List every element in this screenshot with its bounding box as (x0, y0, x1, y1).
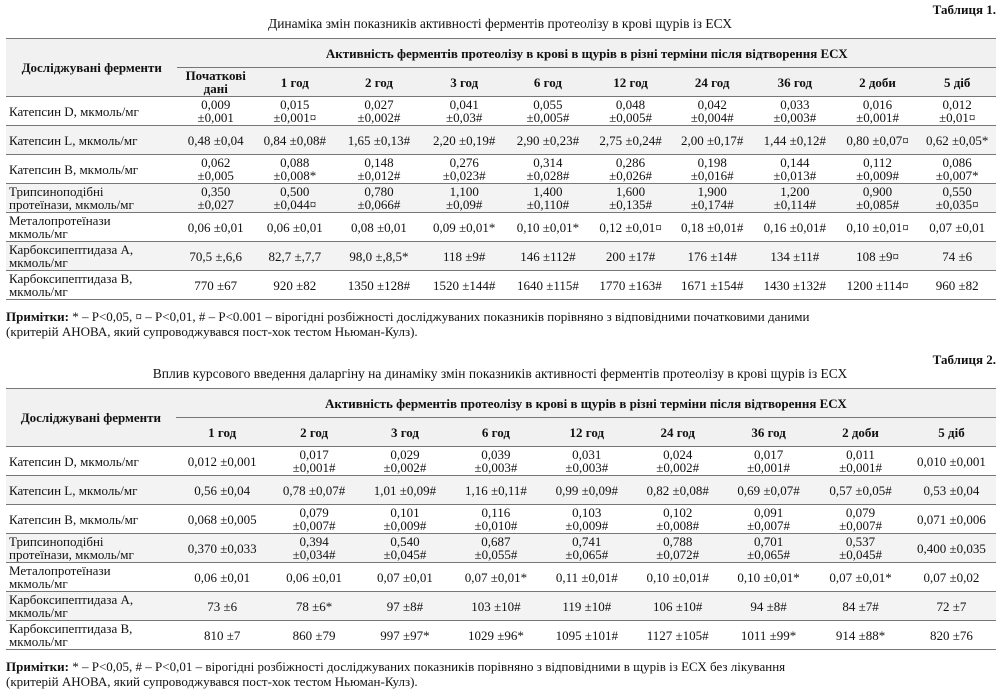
table1-cell: 2,00 ±0,17# (671, 126, 753, 155)
table2-col-header: 5 діб (907, 418, 996, 447)
table2-cell: 119 ±10# (541, 592, 632, 621)
table1-cell: 0,062 ±0,005 (177, 155, 254, 184)
table1 (6, 38, 996, 300)
table1-cell: 0,48 ±0,04 (177, 126, 254, 155)
table2-cell: 1,16 ±0,11# (450, 476, 541, 505)
table1-col-header: 24 год (671, 68, 753, 97)
table1-note-label: Примітки: (6, 309, 69, 324)
table2-cell: 0,024 ±0,002# (632, 447, 723, 476)
table2-col-header: 12 год (541, 418, 632, 447)
table2-cell: 1095 ±101# (541, 621, 632, 650)
table1-row-name: Катепсин D, мкмоль/мг (6, 97, 177, 126)
table1-cell: 0,041 ±0,03# (422, 97, 506, 126)
table1-cell: 1770 ±163# (590, 271, 672, 300)
table2-cell: 0,99 ±0,09# (541, 476, 632, 505)
table1-col-header: 1 год (254, 68, 336, 97)
table1-col-header: 3 год (422, 68, 506, 97)
table1-note-text2: (критерій АНОВА, який супроводжувався пост-хок тестом Ньюман-Кулз). (6, 324, 418, 339)
table1-group-header: Активність ферментів протеолізу в крові в щурів в різні терміни після відтворення ЕСХ (177, 39, 996, 68)
table2-cell: 0,116 ±0,010# (450, 505, 541, 534)
table1-cell: 200 ±17# (590, 242, 672, 271)
table1-cell: 0,09 ±0,01* (422, 213, 506, 242)
table2-col-header: 1 год (176, 418, 269, 447)
table1-cell: 920 ±82 (254, 271, 336, 300)
table1-cell: 0,10 ±0,01¤ (837, 213, 919, 242)
table2-cell: 0,741 ±0,065# (541, 534, 632, 563)
table2-cell: 0,010 ±0,001 (907, 447, 996, 476)
table1-cell: 98,0 ±,8,5* (336, 242, 423, 271)
table1-cell: 0,06 ±0,01 (177, 213, 254, 242)
table1-row-name: Металопротеїнази мкмоль/мг (6, 213, 177, 242)
table2-cell: 78 ±6* (269, 592, 360, 621)
table2-cell: 0,07 ±0,01* (814, 563, 907, 592)
table1-cell: 770 ±67 (177, 271, 254, 300)
table1-cell: 0,314 ±0,028# (506, 155, 590, 184)
table1-col-header: Початкові дані (177, 68, 254, 97)
table1-cell: 0,350 ±0,027 (177, 184, 254, 213)
table1-cell: 0,055 ±0,005# (506, 97, 590, 126)
table1-cell: 118 ±9# (422, 242, 506, 271)
table1-cell: 0,12 ±0,01¤ (590, 213, 672, 242)
table2-cell: 0,10 ±0,01* (723, 563, 814, 592)
table2-cell: 0,102 ±0,008# (632, 505, 723, 534)
table2-cell: 0,011 ±0,001# (814, 447, 907, 476)
table1-cell: 0,18 ±0,01# (671, 213, 753, 242)
table2-cell: 103 ±10# (450, 592, 541, 621)
table1-cell: 2,20 ±0,19# (422, 126, 506, 155)
table2-cell: 97 ±8# (360, 592, 451, 621)
table2-row-name: Катепсин В, мкмоль/мг (6, 505, 176, 534)
table1-col-header: 2 доби (837, 68, 919, 97)
table2-row-name: Катепсин L, мкмоль/мг (6, 476, 176, 505)
table1-cell: 0,276 ±0,023# (422, 155, 506, 184)
table1-row-header: Досліджувані ферменти (6, 39, 177, 97)
table2-cell: 820 ±76 (907, 621, 996, 650)
table1-cell: 1430 ±132# (753, 271, 837, 300)
table2-cell: 0,69 ±0,07# (723, 476, 814, 505)
table2-cell: 810 ±7 (176, 621, 269, 650)
table2-row-name: Карбоксипептидаза А, мкмоль/мг (6, 592, 176, 621)
table1-row-name: Карбоксипептидаза А, мкмоль/мг (6, 242, 177, 271)
table2-cell: 0,103 ±0,009# (541, 505, 632, 534)
table2-row-name: Катепсин D, мкмоль/мг (6, 447, 176, 476)
table2-notes (6, 659, 996, 689)
table2-cell: 0,07 ±0,02 (907, 563, 996, 592)
table2-cell: 0,012 ±0,001 (176, 447, 269, 476)
table1-cell: 74 ±6 (918, 242, 996, 271)
table1-cell: 1,65 ±0,13# (336, 126, 423, 155)
table1-cell: 0,015 ±0,001¤ (254, 97, 336, 126)
table1-cell: 0,62 ±0,05* (918, 126, 996, 155)
table2-cell: 94 ±8# (723, 592, 814, 621)
table2-col-header: 2 год (269, 418, 360, 447)
table1-cell: 0,198 ±0,016# (671, 155, 753, 184)
table2-cell: 0,07 ±0,01 (360, 563, 451, 592)
table1-cell: 1350 ±128# (336, 271, 423, 300)
table1-cell: 0,80 ±0,07¤ (837, 126, 919, 155)
table2-cell: 914 ±88* (814, 621, 907, 650)
table2-cell: 0,82 ±0,08# (632, 476, 723, 505)
table1-row-name: Карбоксипептидаза В, мкмоль/мг (6, 271, 177, 300)
table1-cell: 1,44 ±0,12# (753, 126, 837, 155)
table1-row-name: Трипсиноподібні протеїнази, мкмоль/мг (6, 184, 177, 213)
table1-cell: 0,086 ±0,007* (918, 155, 996, 184)
table2-cell: 0,06 ±0,01 (176, 563, 269, 592)
table1-cell: 0,009 ±0,001 (177, 97, 254, 126)
table1-cell: 70,5 ±,6,6 (177, 242, 254, 271)
table1-cell: 0,08 ±0,01 (336, 213, 423, 242)
table2-row-name: Трипсиноподібні протеїнази, мкмоль/мг (6, 534, 176, 563)
table1-col-header: 36 год (753, 68, 837, 97)
table2-row-name: Металопротеїнази мкмоль/мг (6, 563, 176, 592)
table1-cell: 0,06 ±0,01 (254, 213, 336, 242)
table1-cell: 2,90 ±0,23# (506, 126, 590, 155)
table2-cell: 0,57 ±0,05# (814, 476, 907, 505)
table1-cell: 0,900 ±0,085# (837, 184, 919, 213)
table1-cell: 0,10 ±0,01* (506, 213, 590, 242)
table2-group-header: Активність ферментів протеолізу в крові в щурів в різні терміни після відтворення ЕСХ (176, 389, 996, 418)
table2-cell: 0,400 ±0,035 (907, 534, 996, 563)
table1-number: Таблиця 1. (932, 2, 996, 17)
table1-cell: 1640 ±115# (506, 271, 590, 300)
table2-row (6, 621, 996, 650)
table2-row-name: Карбоксипептидаза В, мкмоль/мг (6, 621, 176, 650)
table1-cell: 0,033 ±0,003# (753, 97, 837, 126)
table1-cell: 0,012 ±0,01¤ (918, 97, 996, 126)
table1-cell: 1671 ±154# (671, 271, 753, 300)
table1-cell: 146 ±112# (506, 242, 590, 271)
table2-number: Таблиця 2. (932, 352, 996, 367)
table2-cell: 0,687 ±0,055# (450, 534, 541, 563)
table2-col-header: 36 год (723, 418, 814, 447)
table1-cell: 1200 ±114¤ (837, 271, 919, 300)
table2-cell: 0,78 ±0,07# (269, 476, 360, 505)
table2-cell: 0,071 ±0,006 (907, 505, 996, 534)
table1-cell: 1520 ±144# (422, 271, 506, 300)
table2-cell: 1,01 ±0,09# (360, 476, 451, 505)
table1-row-name: Катепсин L, мкмоль/мг (6, 126, 177, 155)
table1-row (6, 184, 996, 213)
table2-cell: 0,10 ±0,01# (632, 563, 723, 592)
table2-cell: 84 ±7# (814, 592, 907, 621)
table2-cell: 0,079 ±0,007# (269, 505, 360, 534)
table1-col-header: 5 діб (918, 68, 996, 97)
table2-row (6, 447, 996, 476)
table2-cell: 0,068 ±0,005 (176, 505, 269, 534)
table1-row (6, 271, 996, 300)
table2-col-header: 24 год (632, 418, 723, 447)
table1-row (6, 97, 996, 126)
table1-cell: 0,088 ±0,008* (254, 155, 336, 184)
table2-cell: 0,394 ±0,034# (269, 534, 360, 563)
table2-row (6, 563, 996, 592)
table1-notes (6, 309, 996, 339)
table1-cell: 176 ±14# (671, 242, 753, 271)
table2-cell: 0,701 ±0,065# (723, 534, 814, 563)
table2-cell: 0,017 ±0,001# (269, 447, 360, 476)
table2-cell: 0,091 ±0,007# (723, 505, 814, 534)
table1-cell: 960 ±82 (918, 271, 996, 300)
table1-caption: Динаміка змін показників активності ферментів протеолізу в крові щурів із ЕСХ (268, 16, 732, 31)
table2-row-header: Досліджувані ферменти (6, 389, 176, 447)
table2-row (6, 505, 996, 534)
table1-note-text: * – P<0,05, ¤ – P<0,01, # – P<0.001 – вірогідні розбіжності досліджуваних показників порівняно з відповідними початковими даними (69, 309, 810, 324)
table1-row (6, 126, 996, 155)
table2-cell: 0,039 ±0,003# (450, 447, 541, 476)
table1-row-name: Катепсин В, мкмоль/мг (6, 155, 177, 184)
table2-cell: 0,11 ±0,01# (541, 563, 632, 592)
table2-cell: 0,788 ±0,072# (632, 534, 723, 563)
table1-cell: 0,148 ±0,012# (336, 155, 423, 184)
table2-note-text2: (критерій АНОВА, який супроводжувався пост-хок тестом Ньюман-Кулз). (6, 674, 418, 689)
table1-cell: 1,900 ±0,174# (671, 184, 753, 213)
table2-cell: 0,06 ±0,01 (269, 563, 360, 592)
table2-cell: 0,370 ±0,033 (176, 534, 269, 563)
table2-cell: 0,537 ±0,045# (814, 534, 907, 563)
table2-col-header: 2 доби (814, 418, 907, 447)
table1-cell: 0,016 ±0,001# (837, 97, 919, 126)
table2-col-header: 6 год (450, 418, 541, 447)
table1-cell: 1,200 ±0,114# (753, 184, 837, 213)
table1-cell: 0,286 ±0,026# (590, 155, 672, 184)
table1-cell: 0,144 ±0,013# (753, 155, 837, 184)
table2-cell: 0,017 ±0,001# (723, 447, 814, 476)
table1-cell: 0,07 ±0,01 (918, 213, 996, 242)
table1-cell: 2,75 ±0,24# (590, 126, 672, 155)
table1-cell: 1,400 ±0,110# (506, 184, 590, 213)
table1-cell: 0,780 ±0,066# (336, 184, 423, 213)
table2-col-header: 3 год (360, 418, 451, 447)
table1-row (6, 155, 996, 184)
table2-cell: 860 ±79 (269, 621, 360, 650)
table2-cell: 1029 ±96* (450, 621, 541, 650)
table2-caption: Вплив курсового введення даларгіну на динаміку змін показників активності ферментів протеолізу в крові щурів із ЕСХ (152, 366, 848, 381)
table1-cell: 0,500 ±0,044¤ (254, 184, 336, 213)
table2-cell: 0,029 ±0,002# (360, 447, 451, 476)
table1-col-header: 12 год (590, 68, 672, 97)
table2-cell: 0,031 ±0,003# (541, 447, 632, 476)
table2-row (6, 534, 996, 563)
table2-cell: 0,56 ±0,04 (176, 476, 269, 505)
table1-cell: 0,112 ±0,009# (837, 155, 919, 184)
table1-cell: 108 ±9¤ (837, 242, 919, 271)
table2-cell: 0,07 ±0,01* (450, 563, 541, 592)
table1-cell: 0,84 ±0,08# (254, 126, 336, 155)
table1-cell: 82,7 ±,7,7 (254, 242, 336, 271)
table2-note-text: * – P<0,05, # – P<0,01 – вірогідні розбіжності досліджуваних показників порівняно з відповідними в щурів із ЕСХ без лікування (69, 659, 786, 674)
table1-row (6, 213, 996, 242)
table1-col-header: 6 год (506, 68, 590, 97)
table2-cell: 0,53 ±0,04 (907, 476, 996, 505)
table2-row (6, 592, 996, 621)
table1-row (6, 242, 996, 271)
table2-cell: 106 ±10# (632, 592, 723, 621)
table2-cell: 72 ±7 (907, 592, 996, 621)
table1-cell: 0,048 ±0,005# (590, 97, 672, 126)
table1-cell: 1,600 ±0,135# (590, 184, 672, 213)
table2-cell: 1127 ±105# (632, 621, 723, 650)
table1-col-header: 2 год (336, 68, 423, 97)
table2-cell: 0,540 ±0,045# (360, 534, 451, 563)
table2-cell: 73 ±6 (176, 592, 269, 621)
table1-cell: 1,100 ±0,09# (422, 184, 506, 213)
table2 (6, 388, 996, 650)
table1-cell: 0,16 ±0,01# (753, 213, 837, 242)
table2-cell: 997 ±97* (360, 621, 451, 650)
table1-cell: 0,550 ±0,035¤ (918, 184, 996, 213)
table2-cell: 0,101 ±0,009# (360, 505, 451, 534)
table2-cell: 1011 ±99* (723, 621, 814, 650)
table2-cell: 0,079 ±0,007# (814, 505, 907, 534)
table2-row (6, 476, 996, 505)
table1-cell: 0,042 ±0,004# (671, 97, 753, 126)
table1-cell: 0,027 ±0,002# (336, 97, 423, 126)
table1-cell: 134 ±11# (753, 242, 837, 271)
table2-note-label: Примітки: (6, 659, 69, 674)
